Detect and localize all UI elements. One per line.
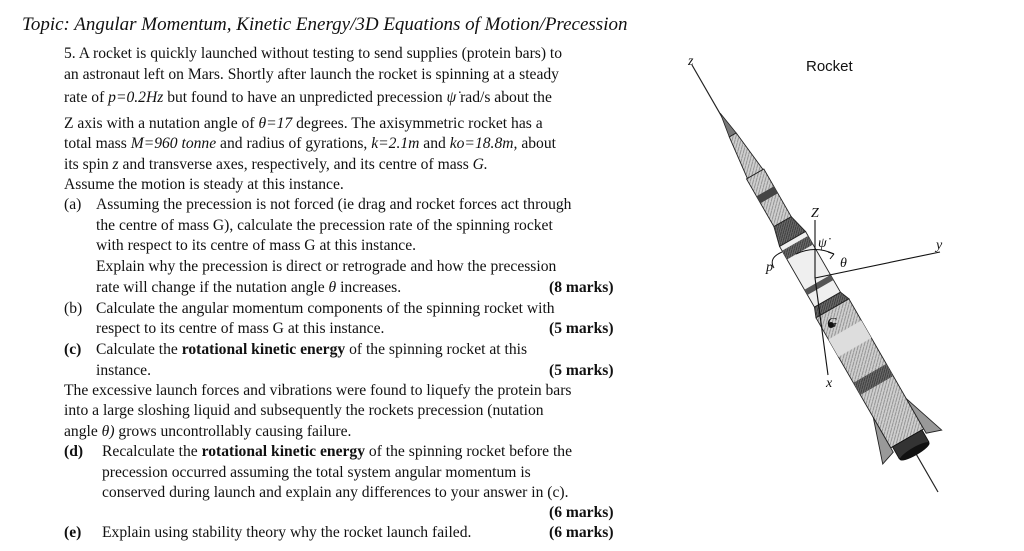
- part-b-line-1: Calculate the angular momentum components of the spinning rocket with: [96, 300, 555, 317]
- part-c-marks: (5 marks): [549, 362, 614, 379]
- label-Z: Z: [811, 206, 819, 221]
- intro-line-2: an astronaut left on Mars. Shortly after launch the rocket is spinning at a steady: [64, 66, 559, 83]
- part-c-line-1: Calculate the rotational kinetic energy of the spinning rocket at this: [96, 341, 528, 358]
- intro-line-7: Assume the motion is steady at this instance.: [64, 176, 344, 193]
- part-a-line-4: Explain why the precession is direct or retrograde and how the precession: [96, 258, 557, 275]
- part-a-line-5: rate will change if the nutation angle θ increases.: [96, 279, 402, 296]
- label-G: G: [827, 316, 838, 331]
- part-c-line-2: instance.: [96, 362, 151, 379]
- nutation-angle-value: θ=17: [258, 115, 293, 132]
- label-y: y: [936, 238, 943, 253]
- label-z-top: z: [688, 54, 694, 69]
- part-d-label: (d): [64, 443, 84, 460]
- rocket-body: [691, 96, 946, 471]
- label-theta: θ: [840, 256, 847, 271]
- precession-rate-symbol: ψ̇: [446, 89, 457, 106]
- part-a-marks: (8 marks): [549, 279, 614, 296]
- failure-line-2: into a large sloshing liquid and subsequently the rockets precession (nutation: [64, 402, 544, 419]
- page-title: Topic: Angular Momentum, Kinetic Energy/3D Equations of Motion/Precession: [22, 14, 628, 35]
- part-a-line-3: with respect to its centre of mass G at this instance.: [96, 237, 417, 254]
- failure-line-3: angle θ) grows uncontrollably causing failure.: [64, 423, 352, 440]
- label-x: x: [826, 376, 833, 391]
- part-b-line-2: respect to its centre of mass G at this instance.: [96, 320, 385, 337]
- intro-line-1: 5. A rocket is quickly launched without testing to send supplies (protein bars) to: [64, 45, 563, 62]
- intro-line-4: Z axis with a nutation angle of θ=17 degrees. The axisymmetric rocket has a: [64, 115, 543, 132]
- part-c-label: (c): [64, 341, 82, 358]
- label-p: p: [766, 260, 773, 275]
- part-a-line-2: the centre of mass G), calculate the precession rate of the spinning rocket: [96, 217, 553, 234]
- part-e-label: (e): [64, 524, 82, 541]
- part-a-label: (a): [64, 196, 82, 213]
- transverse-gyration-value: ko=18.8m,: [449, 135, 518, 152]
- rocket-figure: [668, 40, 1024, 546]
- part-e-line-1: Explain using stability theory why the rocket launch failed.: [102, 524, 472, 541]
- rocket-diagram: [668, 40, 1024, 546]
- failure-line-1: The excessive launch forces and vibrations were found to liquefy the protein bars: [64, 382, 572, 399]
- label-psi-dot: ψ̇: [818, 236, 827, 251]
- y-axis-line: [815, 252, 940, 278]
- spin-arrow: [772, 252, 782, 268]
- intro-line-6: its spin z and transverse axes, respectively, and its centre of mass G.: [64, 156, 488, 173]
- part-d-line-2: precession occurred assuming the total system angular momentum is: [102, 464, 531, 481]
- spin-gyration-value: k=2.1m: [371, 135, 420, 152]
- part-d-line-3: conserved during launch and explain any differences to your answer in (c).: [102, 484, 569, 501]
- spin-rate-value: p=0.2Hz: [108, 89, 164, 106]
- part-e-marks: (6 marks): [549, 524, 614, 541]
- intro-line-3: rate of p=0.2Hz but found to have an unpredicted precession ψ̇ rad/s about the: [64, 89, 552, 106]
- part-d-marks: (6 marks): [549, 504, 614, 521]
- mass-value: M=960 tonne: [130, 135, 217, 152]
- part-a-line-1: Assuming the precession is not forced (ie drag and rocket forces act through: [96, 196, 572, 213]
- part-b-label: (b): [64, 300, 83, 317]
- figure-title: Rocket: [806, 58, 853, 75]
- part-d-line-1: Recalculate the rotational kinetic energy of the spinning rocket before the: [102, 443, 572, 460]
- intro-line-5: total mass M=960 tonne and radius of gyrations, k=2.1m and ko=18.8m, about: [64, 135, 556, 152]
- part-b-marks: (5 marks): [549, 320, 614, 337]
